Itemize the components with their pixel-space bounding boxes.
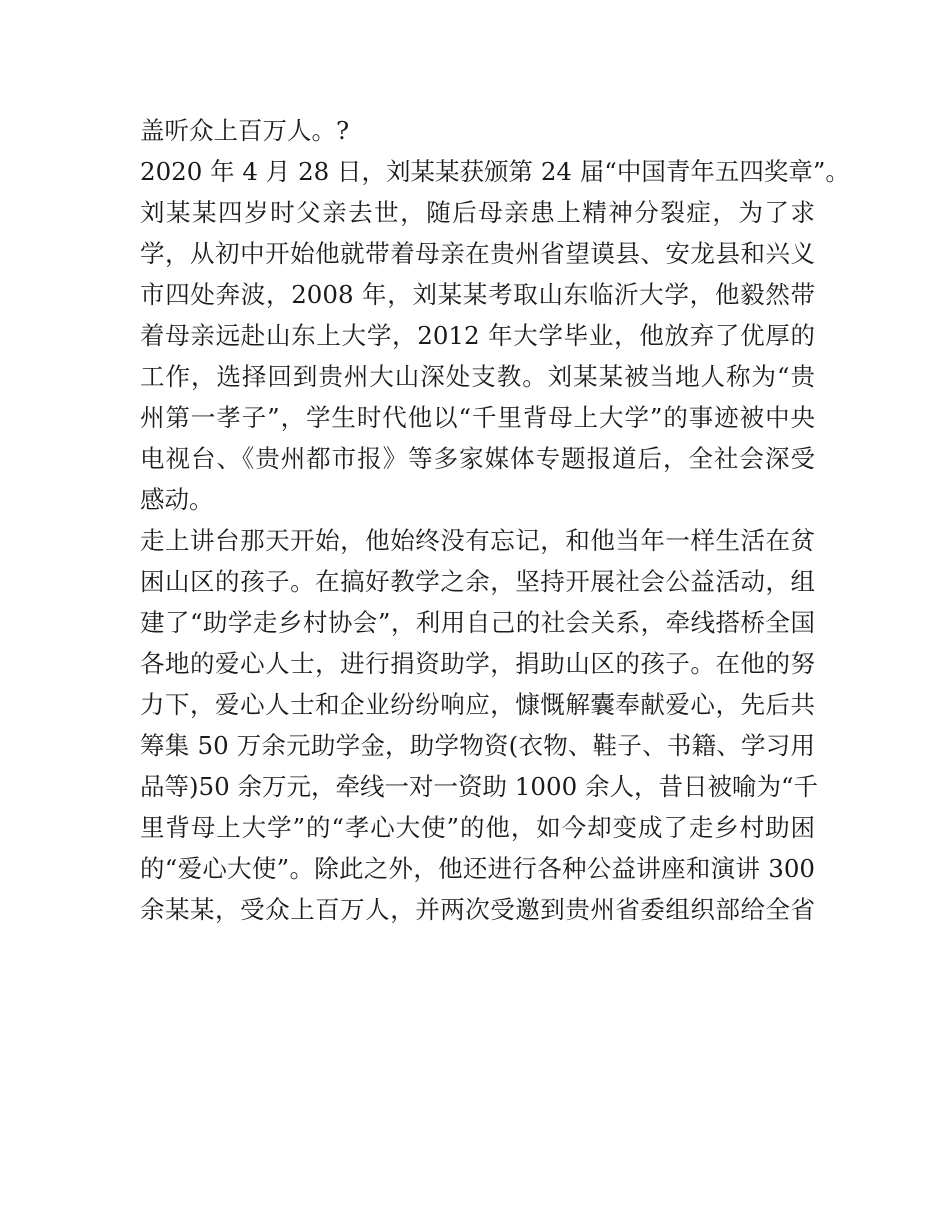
text-line: 建了“助学走乡村协会”，利用自己的社会关系，牵线搭桥全国 — [140, 608, 815, 637]
text-line: 的“爱心大使”。除此之外，他还进行各种公益讲座和演讲 300 — [140, 854, 815, 883]
text-line: 品等)50 余万元，牵线一对一资助 1000 余人，昔日被喻为“千 — [140, 772, 818, 801]
text-line: 市四处奔波，2008 年，刘某某考取山东临沂大学，他毅然带 — [140, 280, 815, 309]
text-line: 学，从初中开始他就带着母亲在贵州省望谟县、安龙县和兴义 — [140, 239, 815, 268]
text-line: 刘某某四岁时父亲去世，随后母亲患上精神分裂症，为了求 — [140, 198, 815, 227]
text-line: 力下，爱心人士和企业纷纷响应，慷慨解囊奉献爱心，先后共 — [140, 690, 815, 719]
text-line: 着母亲远赴山东上大学，2012 年大学毕业，他放弃了优厚的 — [140, 321, 815, 350]
text-line: 各地的爱心人士，进行捐资助学，捐助山区的孩子。在他的努 — [140, 649, 815, 678]
text-line: 州第一孝子”，学生时代他以“千里背母上大学”的事迹被中央 — [140, 403, 815, 432]
text-line: 2020 年 4 月 28 日，刘某某获颁第 24 届“中国青年五四奖章”。 — [140, 157, 850, 186]
text-line: 盖听众上百万人。? — [140, 116, 350, 145]
text-line: 走上讲台那天开始，他始终没有忘记，和他当年一样生活在贫 — [140, 526, 815, 555]
text-line: 余某某，受众上百万人，并两次受邀到贵州省委组织部给全省 — [140, 895, 815, 924]
text-line: 电视台、《贵州都市报》等多家媒体专题报道后，全社会深受 — [140, 444, 815, 473]
text-line: 困山区的孩子。在搞好教学之余，坚持开展社会公益活动，组 — [140, 567, 815, 596]
text-line: 筹集 50 万余元助学金，助学物资(衣物、鞋子、书籍、学习用 — [140, 731, 815, 760]
text-line: 工作，选择回到贵州大山深处支教。刘某某被当地人称为“贵 — [140, 362, 815, 391]
text-line: 里背母上大学”的“孝心大使”的他，如今却变成了走乡村助困 — [140, 813, 815, 842]
text-line: 感动。 — [140, 485, 214, 514]
body-text — [140, 110, 850, 930]
